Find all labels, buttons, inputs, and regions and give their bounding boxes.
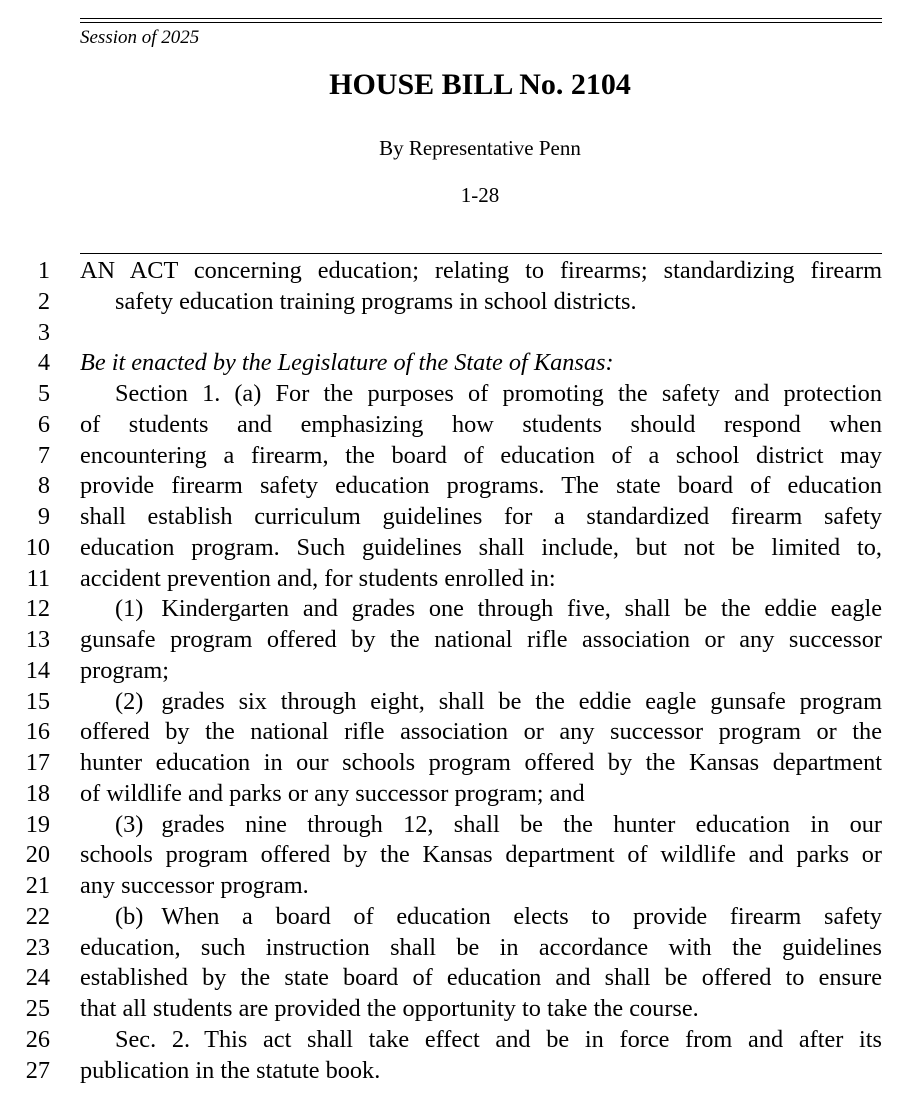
bill-line bbox=[0, 963, 914, 994]
line-text: that all students are provided the opportunity to take the course. bbox=[80, 995, 699, 1022]
line-number: 21 bbox=[25, 872, 50, 899]
line-number: 11 bbox=[26, 564, 50, 592]
bill-line bbox=[0, 810, 914, 841]
line-text: any successor program. bbox=[80, 872, 309, 899]
bill-line bbox=[0, 994, 914, 1025]
line-text: encountering a firearm, the board of education of a school district may bbox=[80, 441, 882, 469]
subsection-label: (2) bbox=[115, 687, 144, 715]
line-text bbox=[115, 379, 882, 410]
line-text bbox=[115, 810, 882, 841]
line-number: 18 bbox=[25, 779, 50, 807]
line-number: 24 bbox=[25, 964, 50, 992]
line-number: 19 bbox=[25, 810, 50, 838]
bill-line bbox=[0, 748, 914, 779]
line-number: 22 bbox=[25, 902, 50, 930]
line-number: 23 bbox=[25, 933, 50, 961]
bill-date: 1-28 bbox=[460, 183, 500, 207]
line-text: gunsafe program offered by the national rifle association or any successor bbox=[80, 626, 882, 653]
enacting-clause: Be it enacted by the Legislature of the State of Kansas: bbox=[80, 349, 614, 377]
section-text: This act shall take effect and be in force from and after its bbox=[204, 1025, 883, 1053]
line-number: 20 bbox=[25, 841, 50, 869]
line-number: 1 bbox=[37, 257, 50, 284]
line-number: 14 bbox=[25, 656, 50, 684]
bill-sponsor: By Representative Penn bbox=[379, 136, 581, 160]
line-number: 6 bbox=[37, 410, 50, 438]
subsection-label: (1) bbox=[115, 595, 144, 623]
bill-line bbox=[0, 687, 914, 718]
subsection-text: grades nine through 12, shall be the hunter education in our bbox=[161, 810, 882, 838]
line-number: 8 bbox=[37, 472, 50, 500]
line-number: 15 bbox=[25, 687, 50, 715]
line-text bbox=[115, 902, 882, 933]
subsection-text: When a board of education elects to provide firearm safety bbox=[161, 902, 882, 930]
bill-line bbox=[0, 564, 914, 595]
line-number: 10 bbox=[25, 533, 50, 561]
bill-line bbox=[0, 625, 914, 656]
bill-line bbox=[0, 656, 914, 687]
bill-line bbox=[0, 933, 914, 964]
line-text: accident prevention and, for students enrolled in: bbox=[80, 564, 556, 592]
bill-line bbox=[0, 379, 914, 410]
line-text: schools program offered by the Kansas department of wildlife and parks or bbox=[80, 841, 882, 869]
bill-line bbox=[0, 902, 914, 933]
bill-line bbox=[0, 1056, 914, 1087]
bill-line bbox=[0, 441, 914, 472]
line-text: provide firearm safety education programs. The state board of education bbox=[80, 472, 882, 500]
line-text bbox=[115, 687, 882, 718]
bill-line bbox=[0, 779, 914, 810]
line-number: 16 bbox=[25, 718, 50, 746]
line-number: 25 bbox=[25, 995, 50, 1022]
line-text: shall establish curriculum guidelines for a standardized firearm safety bbox=[80, 503, 882, 530]
bill-line bbox=[0, 871, 914, 902]
bill-line bbox=[0, 256, 914, 287]
section-label: Sec. 2. bbox=[115, 1025, 191, 1053]
bill-title: HOUSE BILL No. 2104 bbox=[329, 68, 631, 101]
line-number: 27 bbox=[25, 1056, 50, 1084]
session-label: Session of 2025 bbox=[80, 27, 200, 48]
subsection-label: (b) bbox=[115, 902, 144, 930]
line-number: 4 bbox=[37, 349, 50, 377]
bill-line bbox=[0, 1025, 914, 1056]
line-number: 13 bbox=[25, 626, 50, 653]
bill-line bbox=[0, 594, 914, 625]
bill-line bbox=[0, 318, 914, 349]
line-number: 7 bbox=[37, 441, 50, 469]
line-number: 3 bbox=[37, 318, 50, 346]
line-text: AN ACT concerning education; relating to firearms; standardizing firearm bbox=[80, 257, 882, 284]
line-number: 5 bbox=[37, 380, 50, 407]
line-number: 26 bbox=[25, 1025, 50, 1053]
bill-line bbox=[0, 502, 914, 533]
section-label: Section 1. bbox=[115, 380, 221, 407]
bill-line bbox=[0, 717, 914, 748]
header-double-rule-top bbox=[80, 18, 882, 19]
line-text: education program. Such guidelines shall include, but not be limited to, bbox=[80, 533, 882, 561]
body-rule bbox=[80, 253, 882, 254]
bill-line bbox=[0, 533, 914, 564]
line-number: 17 bbox=[25, 749, 50, 776]
subsection-text: Kindergarten and grades one through five, shall be the eddie eagle bbox=[161, 595, 882, 623]
line-text: hunter education in our schools program offered by the Kansas department bbox=[80, 749, 882, 776]
subsection-text: grades six through eight, shall be the eddie eagle gunsafe program bbox=[161, 687, 882, 715]
numbered-lines bbox=[0, 256, 914, 1086]
line-text: of students and emphasizing how students should respond when bbox=[80, 410, 882, 438]
line-text: publication in the statute book. bbox=[80, 1056, 381, 1084]
line-text: program; bbox=[80, 656, 170, 684]
line-number: 12 bbox=[25, 595, 50, 623]
bill-line bbox=[0, 471, 914, 502]
bill-line bbox=[0, 287, 914, 318]
header-double-rule-bottom bbox=[80, 22, 882, 23]
line-text bbox=[115, 594, 882, 625]
line-text: safety education training programs in school districts. bbox=[115, 287, 637, 315]
bill-line bbox=[0, 348, 914, 379]
line-text: offered by the national rifle association or any successor program or the bbox=[80, 718, 882, 746]
line-text: of wildlife and parks or any successor program; and bbox=[80, 779, 585, 807]
line-text: education, such instruction shall be in accordance with the guidelines bbox=[80, 933, 882, 961]
section-text: (a) For the purposes of promoting the safety and protection bbox=[234, 380, 882, 407]
line-number: 2 bbox=[37, 287, 50, 315]
line-number: 9 bbox=[37, 503, 50, 530]
bill-line bbox=[0, 410, 914, 441]
line-text: established by the state board of education and shall be offered to ensure bbox=[80, 964, 882, 992]
subsection-label: (3) bbox=[115, 810, 144, 838]
bill-line bbox=[0, 840, 914, 871]
line-text bbox=[115, 1025, 882, 1056]
